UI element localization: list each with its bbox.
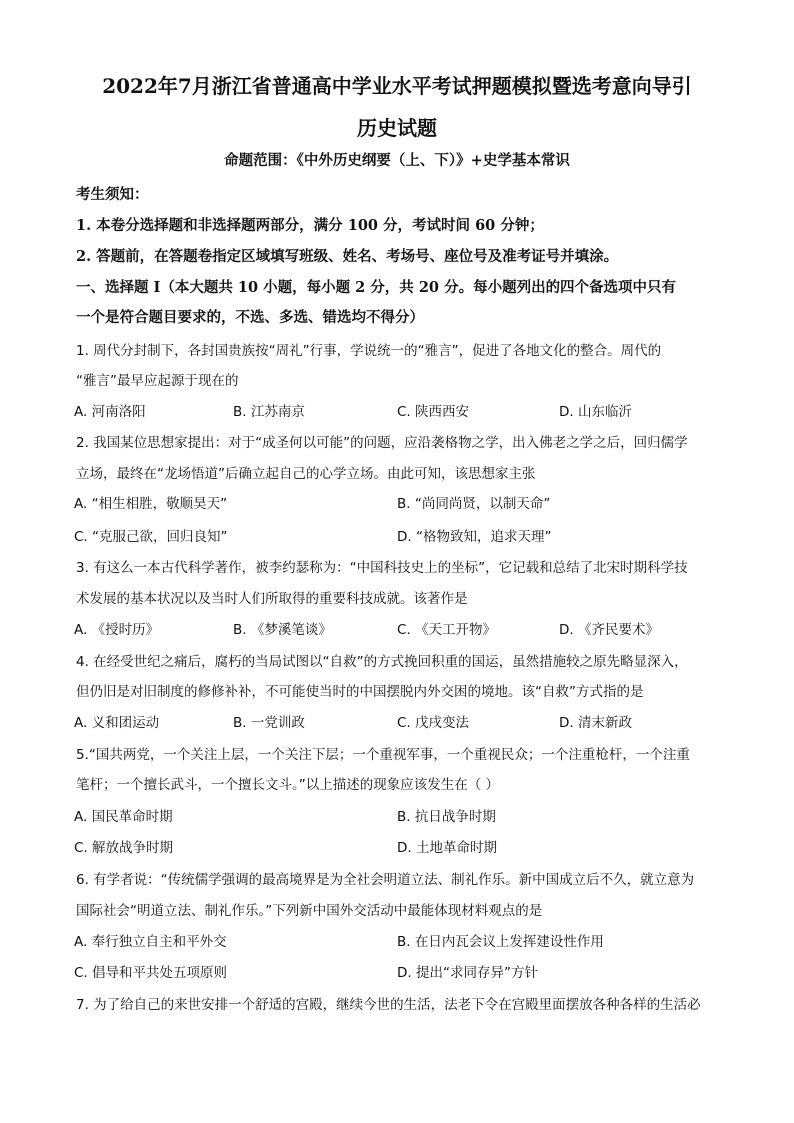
exam-title: 2022年7月浙江省普通高中学业水平考试押题模拟暨选考意向导引 [102, 74, 692, 98]
question-4-text: 但仍旧是对旧制度的修修补补，不可能使当时的中国摆脱内外交困的境地。该“自救”方式指的是 [76, 684, 644, 700]
question-2-text: 2. 我国某位思想家提出：对于“成圣何以可能”的问题，应沿袭格物之学，出入佛老之学之后，回归儒学 [76, 435, 688, 451]
notice-item-2: 2. 答题前，在答题卷指定区域填写班级、姓名、考场号、座位号及准考证号并填涂。 [76, 248, 619, 265]
question-6-text: 国际社会“明道立法、制礼作乐。”下列新中国外交活动中最能体现材料观点的是 [76, 903, 543, 919]
question-3-text: 3. 有这么一本古代科学著作，被李约瑟称为：“中国科技史上的坐标”，它记载和总结了北宋时期科学技 [76, 560, 688, 576]
question-6-option-b: B. 在日内瓦会议上发挥建设性作用 [397, 934, 604, 950]
question-5-option-c: C. 解放战争时期 [74, 840, 174, 856]
question-6-text: 6. 有学者说：“传统儒学强调的最高境界是为全社会明道立法、制礼作乐。新中国成立后不久，就立意为 [76, 872, 695, 888]
question-4-option-a: A. 义和团运动 [74, 715, 160, 731]
question-3-option-c: C. 《天工开物》 [397, 622, 497, 638]
question-6-option-a: A. 奉行独立自主和平外交 [74, 934, 227, 950]
question-4-option-c: C. 戊戌变法 [397, 715, 470, 731]
question-5-option-b: B. 抗日战争时期 [397, 809, 496, 825]
exam-scope: 命题范围：《中外历史纲要（上、下）》+史学基本常识 [224, 152, 570, 169]
question-2-option-b: B. “尚同尚贤，以制天命” [397, 496, 551, 512]
question-1-option-a: A. 河南洛阳 [74, 404, 146, 420]
question-1-text: 1. 周代分封制下，各封国贵族按“周礼”行事，学说统一的“雅言”，促进了各地文化的整合。周代的 [76, 343, 662, 359]
question-2-option-a: A. “相生相胜，敬顺昊天” [74, 496, 228, 512]
question-3-option-b: B. 《梦溪笔谈》 [233, 622, 332, 638]
question-5-option-a: A. 国民革命时期 [74, 809, 173, 825]
question-1-option-c: C. 陕西西安 [397, 404, 470, 420]
question-1-text: “雅言”最早应起源于现在的 [76, 373, 239, 389]
question-5-text: 笔杆；一个擅长武斗，一个擅长文斗。”以上描述的现象应该发生在（ ） [76, 777, 500, 793]
question-2-option-c: C. “克服己欲，回归良知” [74, 529, 228, 545]
question-3-option-a: A. 《授时历》 [74, 622, 160, 638]
section-heading-cont: 一个是符合题目要求的，不选、多选、错选均不得分） [76, 309, 424, 326]
question-4-option-b: B. 一党训政 [233, 715, 305, 731]
notice-item-1: 1. 本卷分选择题和非选择题两部分，满分 100 分，考试时间 60 分钟； [76, 217, 544, 234]
question-1-option-d: D. 山东临沂 [559, 404, 632, 420]
question-6-option-d: D. 提出“求同存异”方针 [397, 965, 538, 981]
question-5-text: 5.“国共两党，一个关注上层，一个关注下层；一个重视军事，一个重视民众；一个注重枪杆，一个注重 [76, 747, 690, 763]
question-1-option-b: B. 江苏南京 [233, 404, 305, 420]
notice-heading: 考生须知： [76, 186, 149, 203]
exam-subject: 历史试题 [357, 116, 437, 140]
question-3-text: 术发展的基本状况以及当时人们所取得的重要科技成就。该著作是 [76, 591, 468, 607]
question-2-text: 立场，最终在“龙场悟道”后确立起自己的心学立场。由此可知，该思想家主张 [76, 466, 536, 482]
question-6-option-c: C. 倡导和平共处五项原则 [74, 965, 228, 981]
question-4-option-d: D. 清末新政 [559, 715, 632, 731]
question-2-option-d: D. “格物致知，追求天理” [397, 529, 552, 545]
question-5-option-d: D. 土地革命时期 [397, 840, 497, 856]
section-heading: 一、选择题 I（本大题共 10 小题，每小题 2 分，共 20 分。每小题列出的四个备选项中只有 [76, 279, 677, 296]
question-7-text: 7. 为了给自己的来世安排一个舒适的宫殿，继续今世的生活，法老下令在宫殿里面摆放各种各样的生活必 [76, 997, 701, 1013]
question-3-option-d: D. 《齐民要术》 [559, 622, 659, 638]
question-4-text: 4. 在经受世纪之痛后，腐朽的当局试图以“自救”的方式挽回积重的国运，虽然措施较之原先略显深入， [76, 654, 688, 670]
